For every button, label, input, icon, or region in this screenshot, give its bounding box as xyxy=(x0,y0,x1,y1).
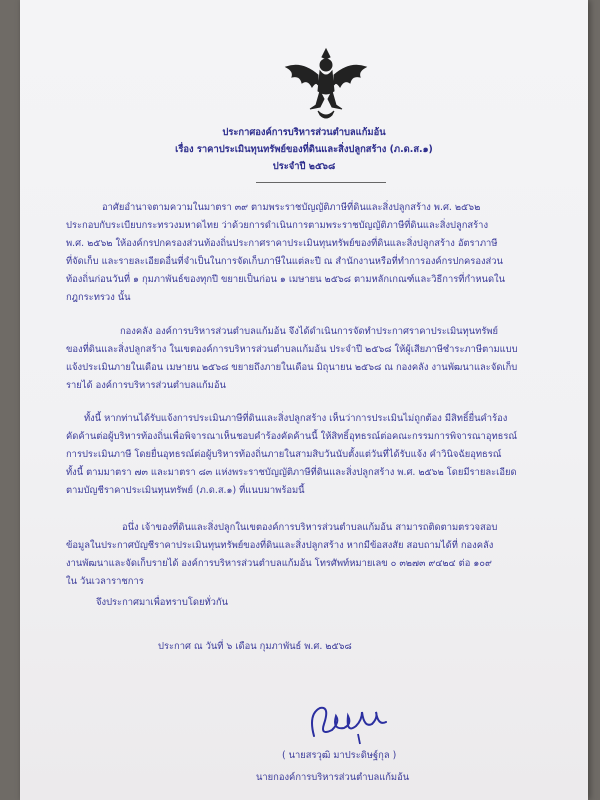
document-page xyxy=(20,0,588,800)
p2-line-1: กองคลัง องค์การบริหารส่วนตำบลแก้มอ้น จึงได้ดำเนินการจัดทำประกาศราคาประเมินทุนทรัพย์ xyxy=(120,326,499,337)
p1-line-4: ที่จัดเก็บ และรายละเอียดอื่นที่จำเป็นในการจัดเก็บภาษีในแต่ละปี ณ สำนักงานหรือที่ทำการองค์กรปกครองส่วน xyxy=(66,256,503,267)
p3-line-2: คัดค้านต่อผู้บริหารท้องถิ่นเพื่อพิจารณาเห็นชอบคำร้องคัดค้านนี้ ให้สิทธิ์อุทธรณ์ต่อคณะกรรมการพิจารณาอุทธรณ์ xyxy=(66,431,518,442)
p1-line-1: อาศัยอำนาจตามความในมาตรา ๓๙ ตามพระราชบัญญัติภาษีที่ดินและสิ่งปลูกสร้าง พ.ศ. ๒๕๖๒ xyxy=(102,202,481,213)
p1-line-5: ท้องถิ่นก่อนวันที่ ๑ กุมภาพันธ์ของทุกปี ขยายเป็นก่อน ๑ เมษายน ๒๕๖๘ ตามหลักเกณฑ์และวิธีการที่กำหนดใน xyxy=(66,274,506,285)
org-title: ประกาศองค์การบริหารส่วนตำบลแก้มอ้น xyxy=(222,127,386,138)
signature-icon xyxy=(306,700,396,746)
announce-date: ประกาศ ณ วันที่ ๖ เดือน กุมภาพันธ์ พ.ศ. ๒๕๖๘ xyxy=(158,641,352,652)
subject-title: เรื่อง ราคาประเมินทุนทรัพย์ของที่ดินและสิ่งปลูกสร้าง (ภ.ด.ส.๑) xyxy=(175,144,433,155)
p2-line-2: ของที่ดินและสิ่งปลูกสร้าง ในเขตองค์การบริหารส่วนตำบลแก้มอ้น ประจำปี ๒๕๖๘ ให้ผู้เสียภาษีชำระภาษีตามแบบ xyxy=(66,344,518,355)
p3-line-5: ตามบัญชีราคาประเมินทุนทรัพย์ (ภ.ด.ส.๑) ที่แนบมาพร้อมนี้ xyxy=(66,485,305,496)
garuda-emblem-icon xyxy=(280,45,372,123)
separator-line xyxy=(256,182,386,183)
year-title: ประจำปี ๒๕๖๘ xyxy=(272,161,336,172)
p1-line-2: ประกอบกับระเบียบกระทรวงมหาดไทย ว่าด้วยการดำเนินการตามพระราชบัญญัติภาษีที่ดินและสิ่งปลูกสร้าง xyxy=(66,220,489,231)
p4-line-3: งานพัฒนาและจัดเก็บรายได้ องค์การบริหารส่วนตำบลแก้มอ้น โทรศัพท์หมายเลข ๐ ๓๒๗๓ ๙๔๒๔ ต่อ ๑๐๙ xyxy=(66,558,492,569)
p1-line-6: กฎกระทรวง นั้น xyxy=(66,292,131,303)
p4-line-4: ใน วันเวลาราชการ xyxy=(66,576,144,587)
p4-line-2: ข้อมูลในประกาศบัญชีราคาประเมินทุนทรัพย์ของที่ดินและสิ่งปลูกสร้าง หากมีข้อสงสัย สอบถามได้ที่ กองคลัง xyxy=(66,540,494,551)
p4-line-1: อนึ่ง เจ้าของที่ดินและสิ่งปลูกในเขตองค์การบริหารส่วนตำบลแก้มอ้น สามารถติดตามตรวจสอบ xyxy=(122,522,498,533)
p1-line-3: พ.ศ. ๒๕๖๒ ให้องค์กรปกครองส่วนท้องถิ่นประกาศราคาประเมินทุนทรัพย์ของที่ดินและสิ่งปลูกสร้าง อัตราภาษี xyxy=(66,238,498,249)
p2-line-3: แจ้งประเมินภายในเดือน เมษายน ๒๕๖๘ ขยายถึงภายในเดือน มิถุนายน ๒๕๖๘ ณ กองคลัง งานพัฒนาและจัดเก็บ xyxy=(66,362,518,373)
signer-name: ( นายสรวุฒิ มาประดิษฐ์กุล ) xyxy=(282,750,397,761)
closing-line: จึงประกาศมาเพื่อทราบโดยทั่วกัน xyxy=(96,597,229,608)
signer-position: นายกองค์การบริหารส่วนตำบลแก้มอ้น xyxy=(256,772,410,783)
p2-line-4: รายได้ องค์การบริหารส่วนตำบลแก้มอ้น xyxy=(66,380,226,391)
p3-line-1: ทั้งนี้ หากท่านได้รับแจ้งการประเมินภาษีที่ดินและสิ่งปลูกสร้าง เห็นว่าการประเมินไม่ถูกต้อง มีสิทธิ์ยื่นคำร้อง xyxy=(84,413,508,424)
p3-line-3: การประเมินภาษี โดยยื่นอุทธรณ์ต่อผู้บริหารท้องถิ่นภายในสามสิบวันนับตั้งแต่วันที่ได้รับแจ้ง คำวินิจฉัยอุทธรณ์ xyxy=(66,449,502,460)
p3-line-4: ทั้งนี้ ตามมาตรา ๗๓ และมาตรา ๘๓ แห่งพระราชบัญญัติภาษีที่ดินและสิ่งปลูกสร้าง พ.ศ. ๒๕๖๒ โดยมีรายละเอียด xyxy=(66,467,517,478)
